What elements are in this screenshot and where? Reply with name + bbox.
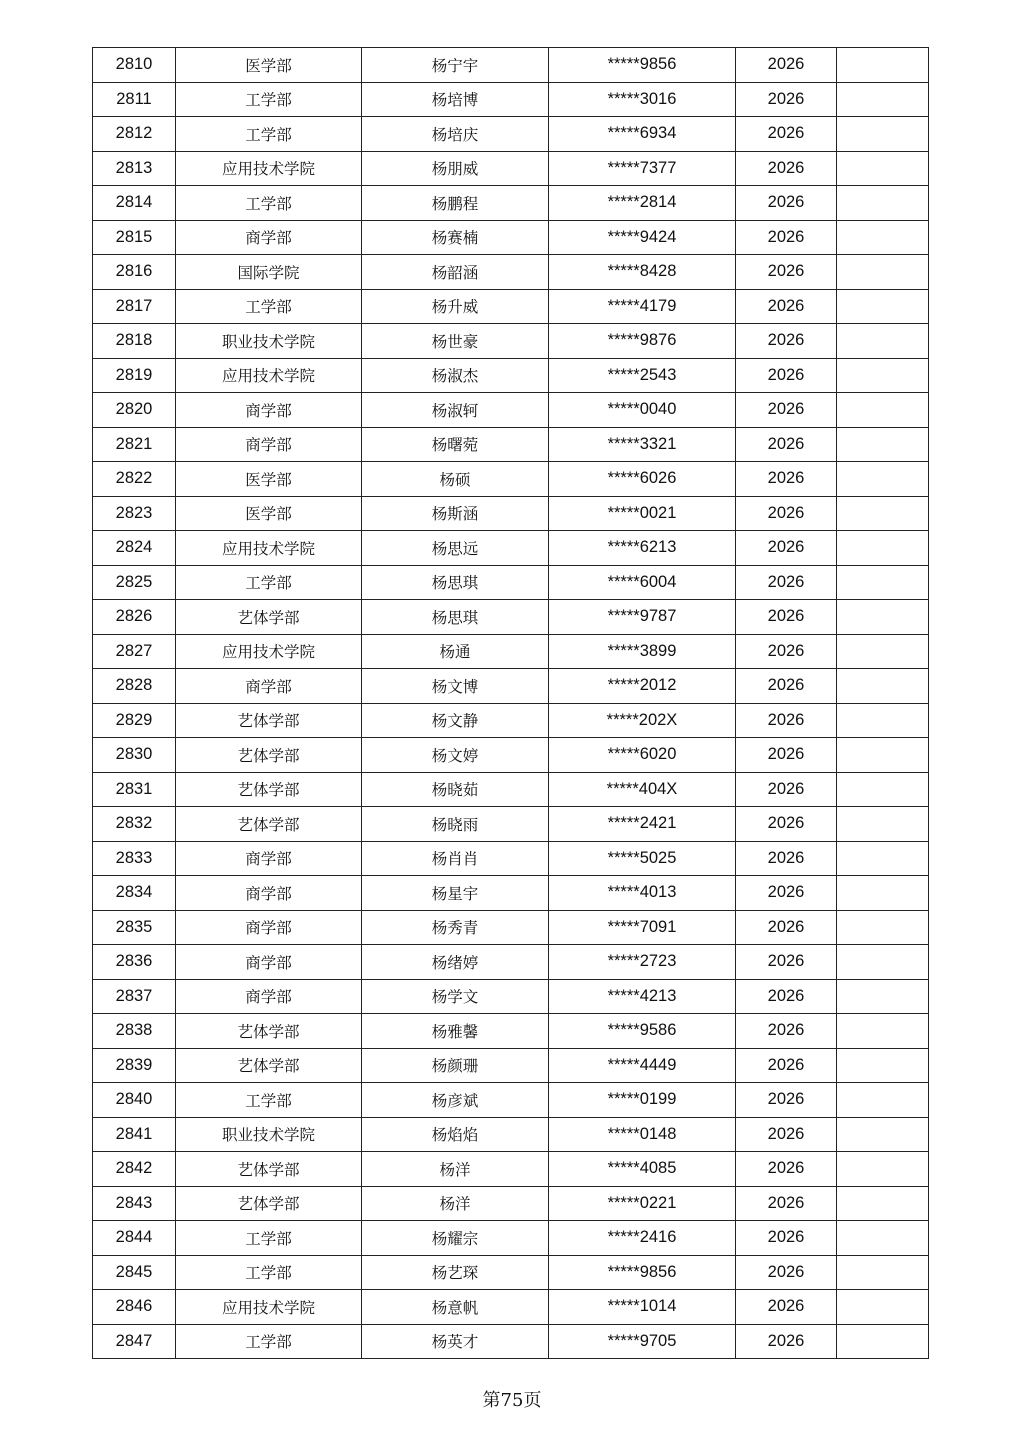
remarks-cell [837,1014,929,1049]
department-cell: 工学部 [176,1221,362,1256]
department-cell: 工学部 [176,186,362,221]
name-cell: 杨文婷 [362,738,549,773]
department-cell: 职业技术学院 [176,1117,362,1152]
serial-number-cell: 2820 [93,393,176,428]
name-cell: 杨文博 [362,669,549,704]
year-cell: 2026 [736,1221,837,1256]
department-cell: 应用技术学院 [176,151,362,186]
year-cell: 2026 [736,358,837,393]
id-suffix-cell: *****0148 [549,1117,736,1152]
name-cell: 杨星宇 [362,876,549,911]
table-row [93,324,929,359]
remarks-cell [837,772,929,807]
department-cell: 工学部 [176,82,362,117]
remarks-cell [837,496,929,531]
serial-number-cell: 2824 [93,531,176,566]
year-cell: 2026 [736,772,837,807]
id-suffix-cell: *****3016 [549,82,736,117]
remarks-cell [837,1221,929,1256]
name-cell: 杨文静 [362,703,549,738]
table-row [93,945,929,980]
table-row [93,1014,929,1049]
table-row [93,565,929,600]
id-suffix-cell: *****8428 [549,255,736,290]
id-suffix-cell: *****6026 [549,462,736,497]
serial-number-cell: 2842 [93,1152,176,1187]
department-cell: 应用技术学院 [176,358,362,393]
id-suffix-cell: *****4085 [549,1152,736,1187]
id-suffix-cell: *****2416 [549,1221,736,1256]
id-suffix-cell: *****7377 [549,151,736,186]
remarks-cell [837,255,929,290]
remarks-cell [837,1152,929,1187]
table-row [93,807,929,842]
name-cell: 杨鹏程 [362,186,549,221]
remarks-cell [837,1324,929,1359]
name-cell: 杨朋威 [362,151,549,186]
table-row [93,669,929,704]
remarks-cell [837,324,929,359]
id-suffix-cell: *****5025 [549,841,736,876]
table-row [93,1324,929,1359]
department-cell: 商学部 [176,910,362,945]
serial-number-cell: 2826 [93,600,176,635]
year-cell: 2026 [736,807,837,842]
id-suffix-cell: *****2814 [549,186,736,221]
department-cell: 商学部 [176,427,362,462]
year-cell: 2026 [736,531,837,566]
table-row [93,117,929,152]
remarks-cell [837,600,929,635]
remarks-cell [837,289,929,324]
department-cell: 艺体学部 [176,807,362,842]
remarks-cell [837,910,929,945]
serial-number-cell: 2817 [93,289,176,324]
serial-number-cell: 2836 [93,945,176,980]
department-cell: 商学部 [176,979,362,1014]
remarks-cell [837,220,929,255]
remarks-cell [837,358,929,393]
id-suffix-cell: *****3321 [549,427,736,462]
name-cell: 杨思琪 [362,600,549,635]
serial-number-cell: 2834 [93,876,176,911]
year-cell: 2026 [736,876,837,911]
department-cell: 工学部 [176,289,362,324]
name-cell: 杨韶涵 [362,255,549,290]
name-cell: 杨英才 [362,1324,549,1359]
department-cell: 商学部 [176,876,362,911]
department-cell: 商学部 [176,669,362,704]
department-cell: 工学部 [176,1324,362,1359]
page-number: 第75页 [482,1390,542,1411]
id-suffix-cell: *****9586 [549,1014,736,1049]
name-cell: 杨洋 [362,1152,549,1187]
year-cell: 2026 [736,220,837,255]
remarks-cell [837,48,929,83]
department-cell: 应用技术学院 [176,634,362,669]
year-cell: 2026 [736,324,837,359]
year-cell: 2026 [736,1117,837,1152]
serial-number-cell: 2814 [93,186,176,221]
table-row [93,358,929,393]
serial-number-cell: 2813 [93,151,176,186]
department-cell: 艺体学部 [176,1048,362,1083]
serial-number-cell: 2839 [93,1048,176,1083]
table-row [93,496,929,531]
department-cell: 医学部 [176,496,362,531]
year-cell: 2026 [736,738,837,773]
department-cell: 工学部 [176,117,362,152]
serial-number-cell: 2844 [93,1221,176,1256]
name-cell: 杨艺琛 [362,1255,549,1290]
serial-number-cell: 2843 [93,1186,176,1221]
year-cell: 2026 [736,496,837,531]
remarks-cell [837,462,929,497]
department-cell: 应用技术学院 [176,1290,362,1325]
department-cell: 应用技术学院 [176,531,362,566]
serial-number-cell: 2827 [93,634,176,669]
id-suffix-cell: *****2543 [549,358,736,393]
name-cell: 杨曙菀 [362,427,549,462]
table-row [93,979,929,1014]
remarks-cell [837,945,929,980]
year-cell: 2026 [736,1255,837,1290]
serial-number-cell: 2832 [93,807,176,842]
serial-number-cell: 2835 [93,910,176,945]
serial-number-cell: 2846 [93,1290,176,1325]
name-cell: 杨赛楠 [362,220,549,255]
department-cell: 艺体学部 [176,1186,362,1221]
table-row [93,1152,929,1187]
id-suffix-cell: *****404X [549,772,736,807]
name-cell: 杨晓雨 [362,807,549,842]
year-cell: 2026 [736,427,837,462]
serial-number-cell: 2833 [93,841,176,876]
name-cell: 杨绪婷 [362,945,549,980]
name-cell: 杨世豪 [362,324,549,359]
serial-number-cell: 2823 [93,496,176,531]
remarks-cell [837,841,929,876]
year-cell: 2026 [736,289,837,324]
table-row [93,220,929,255]
name-cell: 杨彦斌 [362,1083,549,1118]
serial-number-cell: 2819 [93,358,176,393]
year-cell: 2026 [736,1290,837,1325]
department-cell: 艺体学部 [176,1152,362,1187]
table-row [93,1117,929,1152]
remarks-cell [837,531,929,566]
student-list-table [92,47,929,1359]
remarks-cell [837,82,929,117]
year-cell: 2026 [736,186,837,221]
serial-number-cell: 2830 [93,738,176,773]
name-cell: 杨颜珊 [362,1048,549,1083]
year-cell: 2026 [736,841,837,876]
department-cell: 艺体学部 [176,772,362,807]
year-cell: 2026 [736,565,837,600]
serial-number-cell: 2841 [93,1117,176,1152]
remarks-cell [837,1048,929,1083]
remarks-cell [837,1290,929,1325]
table-row [93,1255,929,1290]
year-cell: 2026 [736,910,837,945]
remarks-cell [837,738,929,773]
table-row [93,255,929,290]
serial-number-cell: 2831 [93,772,176,807]
department-cell: 医学部 [176,462,362,497]
serial-number-cell: 2822 [93,462,176,497]
remarks-cell [837,1255,929,1290]
year-cell: 2026 [736,1186,837,1221]
year-cell: 2026 [736,600,837,635]
remarks-cell [837,565,929,600]
serial-number-cell: 2837 [93,979,176,1014]
remarks-cell [837,876,929,911]
department-cell: 商学部 [176,393,362,428]
remarks-cell [837,669,929,704]
table-body [93,48,929,1359]
remarks-cell [837,1117,929,1152]
table-row [93,1221,929,1256]
table-row [93,151,929,186]
table-row [93,772,929,807]
remarks-cell [837,393,929,428]
id-suffix-cell: *****6934 [549,117,736,152]
id-suffix-cell: *****9705 [549,1324,736,1359]
year-cell: 2026 [736,82,837,117]
id-suffix-cell: *****9856 [549,1255,736,1290]
remarks-cell [837,427,929,462]
department-cell: 商学部 [176,841,362,876]
id-suffix-cell: *****7091 [549,910,736,945]
id-suffix-cell: *****4449 [549,1048,736,1083]
id-suffix-cell: *****2723 [549,945,736,980]
id-suffix-cell: *****6213 [549,531,736,566]
name-cell: 杨硕 [362,462,549,497]
name-cell: 杨淑轲 [362,393,549,428]
table-row [93,1048,929,1083]
serial-number-cell: 2811 [93,82,176,117]
name-cell: 杨思琪 [362,565,549,600]
serial-number-cell: 2840 [93,1083,176,1118]
department-cell: 医学部 [176,48,362,83]
name-cell: 杨焰焰 [362,1117,549,1152]
serial-number-cell: 2847 [93,1324,176,1359]
remarks-cell [837,807,929,842]
serial-number-cell: 2828 [93,669,176,704]
department-cell: 商学部 [176,945,362,980]
name-cell: 杨洋 [362,1186,549,1221]
serial-number-cell: 2829 [93,703,176,738]
id-suffix-cell: *****3899 [549,634,736,669]
department-cell: 工学部 [176,1083,362,1118]
id-suffix-cell: *****2012 [549,669,736,704]
table-row [93,1186,929,1221]
department-cell: 艺体学部 [176,703,362,738]
serial-number-cell: 2818 [93,324,176,359]
year-cell: 2026 [736,1014,837,1049]
table-row [93,531,929,566]
table-row [93,82,929,117]
name-cell: 杨雅馨 [362,1014,549,1049]
remarks-cell [837,151,929,186]
year-cell: 2026 [736,1083,837,1118]
table-row [93,1083,929,1118]
year-cell: 2026 [736,979,837,1014]
name-cell: 杨晓茹 [362,772,549,807]
department-cell: 工学部 [176,565,362,600]
table-row [93,462,929,497]
id-suffix-cell: *****4179 [549,289,736,324]
year-cell: 2026 [736,1324,837,1359]
serial-number-cell: 2816 [93,255,176,290]
year-cell: 2026 [736,945,837,980]
table-row [93,393,929,428]
year-cell: 2026 [736,669,837,704]
serial-number-cell: 2821 [93,427,176,462]
year-cell: 2026 [736,1048,837,1083]
serial-number-cell: 2812 [93,117,176,152]
department-cell: 国际学院 [176,255,362,290]
name-cell: 杨学文 [362,979,549,1014]
serial-number-cell: 2838 [93,1014,176,1049]
id-suffix-cell: *****1014 [549,1290,736,1325]
id-suffix-cell: *****0199 [549,1083,736,1118]
id-suffix-cell: *****9876 [549,324,736,359]
name-cell: 杨宁宇 [362,48,549,83]
id-suffix-cell: *****202X [549,703,736,738]
name-cell: 杨通 [362,634,549,669]
id-suffix-cell: *****4213 [549,979,736,1014]
serial-number-cell: 2810 [93,48,176,83]
year-cell: 2026 [736,634,837,669]
remarks-cell [837,979,929,1014]
name-cell: 杨淑杰 [362,358,549,393]
year-cell: 2026 [736,48,837,83]
id-suffix-cell: *****9787 [549,600,736,635]
department-cell: 艺体学部 [176,600,362,635]
id-suffix-cell: *****0021 [549,496,736,531]
name-cell: 杨培博 [362,82,549,117]
serial-number-cell: 2815 [93,220,176,255]
id-suffix-cell: *****6004 [549,565,736,600]
remarks-cell [837,1083,929,1118]
table-row [93,910,929,945]
department-cell: 职业技术学院 [176,324,362,359]
name-cell: 杨斯涵 [362,496,549,531]
year-cell: 2026 [736,462,837,497]
name-cell: 杨秀青 [362,910,549,945]
table-row [93,738,929,773]
department-cell: 艺体学部 [176,1014,362,1049]
id-suffix-cell: *****9856 [549,48,736,83]
serial-number-cell: 2825 [93,565,176,600]
name-cell: 杨升威 [362,289,549,324]
name-cell: 杨意帆 [362,1290,549,1325]
name-cell: 杨思远 [362,531,549,566]
department-cell: 艺体学部 [176,738,362,773]
table-row [93,600,929,635]
id-suffix-cell: *****6020 [549,738,736,773]
id-suffix-cell: *****0040 [549,393,736,428]
table-row [93,876,929,911]
id-suffix-cell: *****0221 [549,1186,736,1221]
year-cell: 2026 [736,703,837,738]
remarks-cell [837,703,929,738]
table-row [93,1290,929,1325]
table-row [93,427,929,462]
department-cell: 商学部 [176,220,362,255]
table-row [93,186,929,221]
id-suffix-cell: *****4013 [549,876,736,911]
year-cell: 2026 [736,151,837,186]
name-cell: 杨培庆 [362,117,549,152]
id-suffix-cell: *****9424 [549,220,736,255]
table-row [93,289,929,324]
table-row [93,48,929,83]
serial-number-cell: 2845 [93,1255,176,1290]
remarks-cell [837,186,929,221]
department-cell: 工学部 [176,1255,362,1290]
remarks-cell [837,1186,929,1221]
table-row [93,841,929,876]
name-cell: 杨耀宗 [362,1221,549,1256]
remarks-cell [837,634,929,669]
year-cell: 2026 [736,117,837,152]
year-cell: 2026 [736,1152,837,1187]
table-row [93,703,929,738]
remarks-cell [837,117,929,152]
id-suffix-cell: *****2421 [549,807,736,842]
name-cell: 杨肖肖 [362,841,549,876]
year-cell: 2026 [736,255,837,290]
year-cell: 2026 [736,393,837,428]
table-row [93,634,929,669]
